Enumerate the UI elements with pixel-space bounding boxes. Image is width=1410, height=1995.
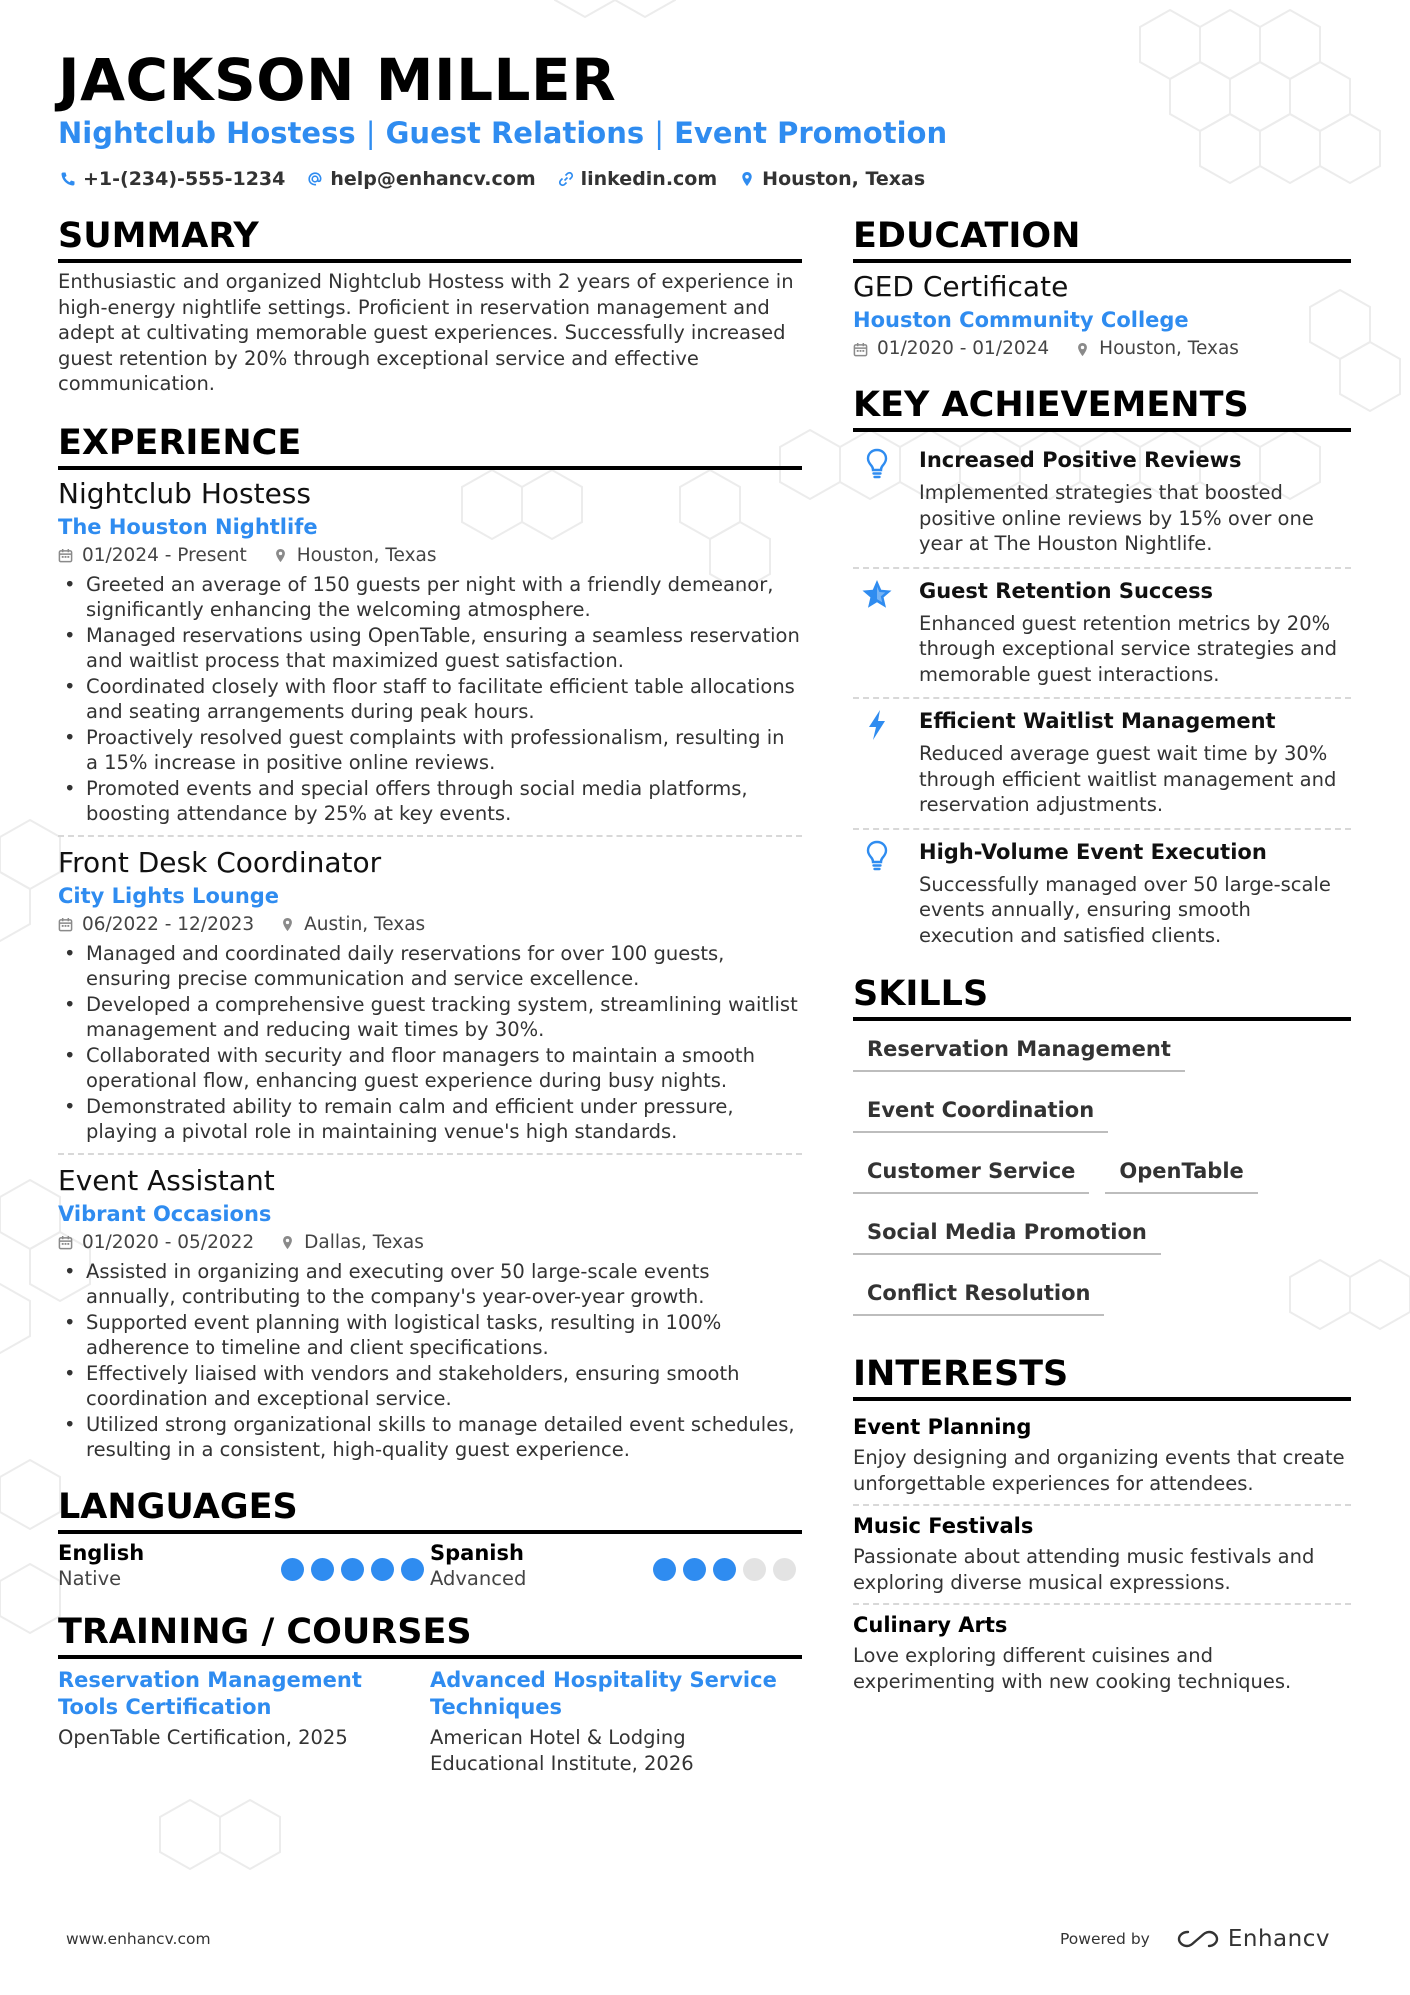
achievements-section	[853, 385, 1351, 958]
rating-dot-filled	[341, 1558, 364, 1581]
interest-item	[853, 1605, 1351, 1702]
course-item	[430, 1667, 802, 1777]
interest-desc: Enjoy designing and organizing events that create unforgettable experiences for attendees.	[853, 1446, 1345, 1495]
interests-section	[853, 1354, 1351, 1702]
calendar-icon	[58, 917, 73, 932]
course-title: Reservation Management Tools Certification	[58, 1667, 362, 1719]
education-heading: EDUCATION	[853, 216, 1351, 263]
job-bullets	[58, 1259, 802, 1463]
location-pin-icon	[273, 548, 288, 563]
footer-branding[interactable]	[1060, 1926, 1330, 1952]
course-provider: American Hotel & Lodging Educational Institute, 2026	[430, 1725, 694, 1775]
lightbulb-icon	[859, 446, 895, 482]
bullet-item: • Promoted events and special offers through social media platforms, boosting attendance by 25% at key events.	[58, 776, 802, 827]
rating-dot-filled	[401, 1558, 424, 1581]
skills-list	[853, 1029, 1351, 1334]
achievement-desc: Reduced average guest wait time by 30% through efficient waitlist management and reservation adjustments.	[919, 742, 1337, 816]
degree: GED Certificate	[853, 270, 1069, 303]
email-text: help@enhancv.com	[330, 168, 536, 190]
location-pin-icon	[280, 1235, 295, 1250]
language-item	[430, 1540, 802, 1592]
calendar-icon	[58, 1235, 73, 1250]
skills-section	[853, 974, 1351, 1334]
bullet-item: • Assisted in organizing and executing over 50 large-scale events annually, contributing to the company's year-over-year growth.	[58, 1259, 802, 1310]
candidate-name: JACKSON MILLER	[58, 46, 617, 114]
achievement-desc: Successfully managed over 50 large-scale events annually, ensuring smooth execution and satisfied clients.	[919, 872, 1331, 947]
achievement-item	[853, 830, 1351, 959]
course-item	[58, 1667, 430, 1777]
language-rating	[646, 1548, 796, 1592]
linkedin-text: linkedin.com	[580, 168, 718, 190]
interest-desc: Passionate about attending music festivals and exploring diverse musical expressions.	[853, 1545, 1315, 1594]
interests-heading: INTERESTS	[853, 1354, 1351, 1401]
job-dates: 01/2024 - Present	[82, 544, 247, 566]
language-rating	[274, 1548, 424, 1592]
job-bullets	[58, 941, 802, 1145]
bullet-item: • Supported event planning with logistical tasks, resulting in 100% adherence to timeline and client specifications.	[58, 1310, 802, 1361]
headline-title-2: Guest Relations	[385, 116, 645, 150]
course-title: Advanced Hospitality Service Techniques	[430, 1667, 777, 1719]
headline-separator: |	[654, 116, 664, 150]
achievement-title: Increased Positive Reviews	[919, 448, 1242, 472]
phone-icon	[60, 171, 76, 187]
job-title: Nightclub Hostess	[58, 476, 311, 510]
experience-item	[58, 476, 802, 837]
location-pin-icon	[280, 917, 295, 932]
lightning-icon	[859, 707, 895, 743]
languages-heading: LANGUAGES	[58, 1487, 802, 1534]
training-section	[58, 1612, 802, 1777]
skill-tag: Conflict Resolution	[853, 1273, 1104, 1316]
achievement-desc: Implemented strategies that boosted positive online reviews by 15% over one year at The Houston Nightlife.	[919, 481, 1314, 555]
bullet-item: • Demonstrated ability to remain calm and efficient under pressure, playing a pivotal role in maintaining venue's high standards.	[58, 1094, 802, 1145]
bullet-item: • Managed and coordinated daily reservations for over 100 guests, ensuring precise communication and service excellence.	[58, 941, 802, 992]
languages-list	[58, 1540, 802, 1592]
achievements-heading: KEY ACHIEVEMENTS	[853, 385, 1351, 432]
headline-separator: |	[365, 116, 376, 150]
right-column	[853, 216, 1351, 1702]
achievement-title: Efficient Waitlist Management	[919, 709, 1276, 733]
job-location: Austin, Texas	[304, 913, 426, 935]
course-provider: OpenTable Certification, 2025	[58, 1725, 348, 1749]
job-meta	[58, 1229, 802, 1257]
job-location: Dallas, Texas	[304, 1231, 424, 1253]
achievement-title: High-Volume Event Execution	[919, 839, 1267, 864]
rating-dot-filled	[653, 1558, 676, 1581]
interest-desc: Love exploring different cuisines and experimenting with new cooking techniques.	[853, 1644, 1292, 1693]
skill-tag: Event Coordination	[853, 1090, 1108, 1133]
bullet-item: • Proactively resolved guest complaints with professionalism, resulting in a 15% increase in positive online reviews.	[58, 725, 802, 776]
job-meta	[58, 542, 802, 570]
lightbulb-icon	[859, 838, 895, 874]
language-name: English	[58, 1540, 145, 1565]
bullet-item: • Collaborated with security and floor managers to maintain a smooth operational flow, enhancing guest experience during busy nights.	[58, 1043, 802, 1094]
job-meta	[58, 911, 802, 939]
interest-title: Music Festivals	[853, 1514, 1034, 1538]
skill-tag: Customer Service	[853, 1151, 1089, 1194]
contact-location	[739, 168, 925, 190]
job-title: Event Assistant	[58, 1163, 275, 1197]
interest-title: Event Planning	[853, 1415, 1032, 1439]
headline	[58, 116, 947, 150]
rating-dot-filled	[311, 1558, 334, 1581]
powered-by-text: Powered by	[1060, 1930, 1150, 1948]
contact-email[interactable]	[307, 168, 535, 190]
achievement-item	[853, 438, 1351, 569]
rating-dot-filled	[371, 1558, 394, 1581]
experience-item	[58, 845, 802, 1155]
job-title: Front Desk Coordinator	[58, 845, 382, 879]
headline-title-1: Nightclub Hostess	[58, 116, 356, 150]
education-location: Houston, Texas	[1099, 338, 1239, 359]
brand-name: Enhancv	[1227, 1926, 1330, 1952]
training-heading: TRAINING / COURSES	[58, 1612, 802, 1659]
bullet-item: • Developed a comprehensive guest tracking system, streamlining waitlist management and reducing wait times by 30%.	[58, 992, 802, 1043]
company-name: City Lights Lounge	[58, 883, 280, 908]
location-pin-icon	[1075, 342, 1090, 357]
experience-item	[58, 1163, 802, 1471]
job-dates: 06/2022 - 12/2023	[82, 913, 255, 935]
left-column	[58, 216, 802, 1777]
bullet-item: • Utilized strong organizational skills to manage detailed event schedules, resulting in a consistent, high-quality guest experience.	[58, 1412, 802, 1463]
experience-section	[58, 423, 802, 1471]
contact-info	[60, 168, 947, 190]
company-name: Vibrant Occasions	[58, 1201, 272, 1226]
rating-dot-filled	[683, 1558, 706, 1581]
summary-heading: SUMMARY	[58, 216, 802, 263]
link-icon	[558, 171, 574, 187]
bullet-item: • Greeted an average of 150 guests per night with a friendly demeanor, significantly enhancing the welcoming atmosphere.	[58, 572, 802, 623]
skill-tag: OpenTable	[1105, 1151, 1257, 1194]
rating-dot-empty	[773, 1558, 796, 1581]
calendar-icon	[853, 342, 868, 357]
headline-title-3: Event Promotion	[674, 116, 948, 150]
enhancv-logo-icon	[1176, 1927, 1220, 1951]
company-name: The Houston Nightlife	[58, 514, 318, 539]
summary-section	[58, 216, 802, 397]
footer-website[interactable]: www.enhancv.com	[66, 1930, 211, 1948]
skill-tag: Reservation Management	[853, 1029, 1185, 1072]
rating-dot-empty	[743, 1558, 766, 1581]
calendar-icon	[58, 548, 73, 563]
education-dates: 01/2020 - 01/2024	[877, 338, 1050, 359]
language-level: Advanced	[430, 1566, 527, 1590]
rating-dot-filled	[713, 1558, 736, 1581]
skill-tag: Social Media Promotion	[853, 1212, 1161, 1255]
location-pin-icon	[739, 171, 755, 187]
interest-item	[853, 1506, 1351, 1605]
education-meta	[853, 335, 1351, 363]
achievement-item	[853, 699, 1351, 830]
job-location: Houston, Texas	[296, 544, 437, 566]
rating-dot-filled	[281, 1558, 304, 1581]
language-level: Native	[58, 1566, 122, 1590]
job-dates: 01/2020 - 05/2022	[82, 1231, 255, 1253]
language-name: Spanish	[430, 1540, 524, 1565]
education-section	[853, 216, 1351, 363]
contact-linkedin[interactable]	[558, 168, 718, 190]
at-sign-icon	[307, 171, 323, 187]
summary-text: Enthusiastic and organized Nightclub Hostess with 2 years of experience in high-energy nightlife settings. Proficient in reservation management and adept at cultivating memorable guest experiences. Successfully increased guest retention by 20% through exceptional service and effective communication.	[58, 270, 794, 395]
bullet-item: • Coordinated closely with floor staff to facilitate efficient table allocations and seating arrangements during peak hours.	[58, 674, 802, 725]
courses-list	[58, 1667, 802, 1777]
star-icon	[859, 577, 895, 613]
interest-title: Culinary Arts	[853, 1613, 1008, 1637]
interest-item	[853, 1407, 1351, 1506]
skills-heading: SKILLS	[853, 974, 1351, 1021]
phone-text: +1-(234)-555-1234	[83, 168, 286, 190]
bullet-item: • Managed reservations using OpenTable, ensuring a seamless reservation and waitlist process that maximized guest satisfaction.	[58, 623, 802, 674]
school-name: Houston Community College	[853, 308, 1189, 332]
achievement-title: Guest Retention Success	[919, 578, 1214, 603]
achievement-item	[853, 569, 1351, 700]
language-item	[58, 1540, 430, 1592]
contact-phone[interactable]	[60, 168, 285, 190]
bullet-item: • Effectively liaised with vendors and stakeholders, ensuring smooth coordination and exceptional service.	[58, 1361, 802, 1412]
languages-section	[58, 1487, 802, 1592]
job-bullets	[58, 572, 802, 827]
experience-heading: EXPERIENCE	[58, 423, 802, 470]
achievement-desc: Enhanced guest retention metrics by 20% through exceptional service strategies and memorable guest interactions.	[919, 611, 1337, 686]
location-text: Houston, Texas	[762, 168, 926, 190]
